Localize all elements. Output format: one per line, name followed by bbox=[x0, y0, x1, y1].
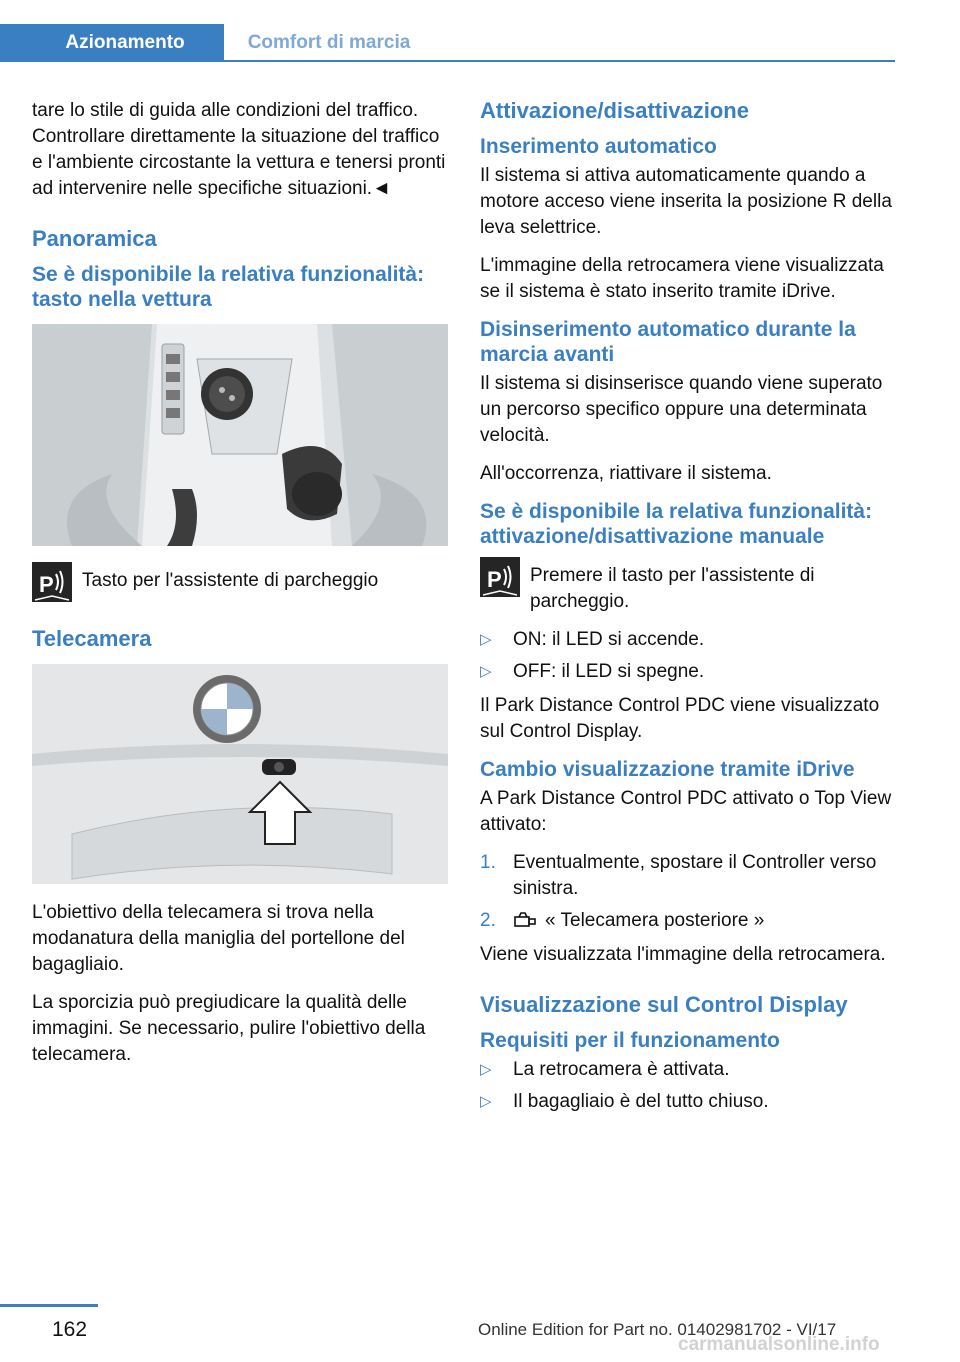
manual-caption-text: Premere il tasto per l'assistente di parcheggio. bbox=[530, 565, 815, 612]
heading-telecamera: Telecamera bbox=[32, 626, 152, 651]
list-item: 2. « Telecamera posteriore » bbox=[480, 910, 765, 931]
list-item: ▷ OFF: il LED si spegne. bbox=[480, 659, 900, 685]
auto-on-text: Il sistema si attiva automaticamente quando a motore acceso viene inserita la posizione R della leva selettrice. bbox=[480, 165, 892, 238]
heading-inserimento-automatico: Inserimento automatico bbox=[480, 135, 717, 158]
list-item: ▷ ON: il LED si accende. bbox=[480, 627, 900, 653]
button-caption bbox=[32, 562, 450, 602]
tab-azionamento[interactable]: Azionamento bbox=[0, 24, 224, 62]
bullet-marker-icon: ▷ bbox=[480, 1061, 492, 1078]
heading-manual: Se è disponibile la relativa funzionalità: attivazione/disattivazione manuale bbox=[480, 500, 873, 548]
steps-list bbox=[480, 850, 900, 934]
auto-on-text-2: L'immagine della retrocamera viene visualizzata se il sistema è stato inserito tramite iDrive. bbox=[480, 255, 884, 302]
requirements-list bbox=[480, 1057, 900, 1115]
park-assist-icon bbox=[32, 562, 72, 602]
watermark: carmanualsonline.info bbox=[678, 1334, 880, 1355]
led-list bbox=[480, 627, 900, 685]
svg-text:P: P bbox=[487, 567, 502, 592]
bullet-marker-icon: ▷ bbox=[480, 663, 492, 680]
auto-off-text: Il sistema si disinserisce quando viene superato un percorso specifico oppure una determinata velocità. bbox=[480, 373, 883, 446]
heading-visualizzazione-display: Visualizzazione sul Control Display bbox=[480, 992, 848, 1017]
center-console-illustration bbox=[32, 324, 448, 546]
heading-button-availability: Se è disponibile la relativa funzionalità: tasto nella vettura bbox=[32, 263, 425, 311]
manual-caption bbox=[480, 557, 900, 615]
camera-location-text: L'obiettivo della telecamera si trova nella modanatura della maniglia del portellone del bagagliaio. bbox=[32, 902, 405, 975]
page-number: 162 bbox=[52, 1318, 88, 1341]
retro-text: Viene visualizzata l'immagine della retrocamera. bbox=[480, 944, 886, 965]
rear-camera-icon bbox=[513, 910, 539, 928]
right-column bbox=[480, 98, 900, 1123]
camera-dirt-text: La sporcizia può pregiudicare la qualità delle immagini. Se necessario, pulire l'obiettivo della telecamera. bbox=[32, 992, 426, 1065]
list-item: ▷ La retrocamera è attivata. bbox=[480, 1057, 900, 1083]
list-item: ▷ Il bagagliaio è del tutto chiuso. bbox=[480, 1089, 900, 1115]
header-rule bbox=[0, 60, 895, 62]
intro-paragraph: tare lo stile di guida alle condizioni del traffico. Controllare direttamente la situazione del traffico e l'ambiente circostante la vettura e tenersi pronti ad intervenire nelle specifiche situazioni.◄ bbox=[32, 100, 446, 199]
heading-panoramica: Panoramica bbox=[32, 226, 157, 251]
heading-requisiti: Requisiti per il funzionamento bbox=[480, 1029, 780, 1052]
svg-text:P: P bbox=[39, 572, 54, 597]
list-item: 1. Eventualmente, spostare il Controller verso sinistra. bbox=[480, 852, 877, 899]
pdc-text: Il Park Distance Control PDC viene visualizzato sul Control Display. bbox=[480, 695, 880, 742]
footer-rule bbox=[0, 1304, 98, 1307]
bullet-marker-icon: ▷ bbox=[480, 631, 492, 648]
button-caption-text: Tasto per l'assistente di parcheggio bbox=[82, 570, 379, 591]
console-photo bbox=[32, 324, 448, 546]
heading-cambio-visualizzazione: Cambio visualizzazione tramite iDrive bbox=[480, 758, 855, 781]
auto-off-text-2: All'occorrenza, riattivare il sistema. bbox=[480, 463, 772, 484]
bullet-marker-icon: ▷ bbox=[480, 1093, 492, 1110]
tab-comfort-di-marcia[interactable]: Comfort di marcia bbox=[247, 32, 411, 53]
park-assist-icon bbox=[480, 557, 520, 597]
heading-attivazione: Attivazione/disattivazione bbox=[480, 98, 749, 123]
switch-text: A Park Distance Control PDC attivato o Top View attivato: bbox=[480, 788, 892, 835]
camera-photo bbox=[32, 664, 448, 884]
heading-disinserimento: Disinserimento automatico durante la marcia avanti bbox=[480, 318, 856, 366]
edition-text: Online Edition for Part no. 01402981702 - VI/17 bbox=[478, 1320, 837, 1339]
tailgate-camera-illustration bbox=[32, 664, 448, 884]
left-column bbox=[32, 98, 450, 1080]
